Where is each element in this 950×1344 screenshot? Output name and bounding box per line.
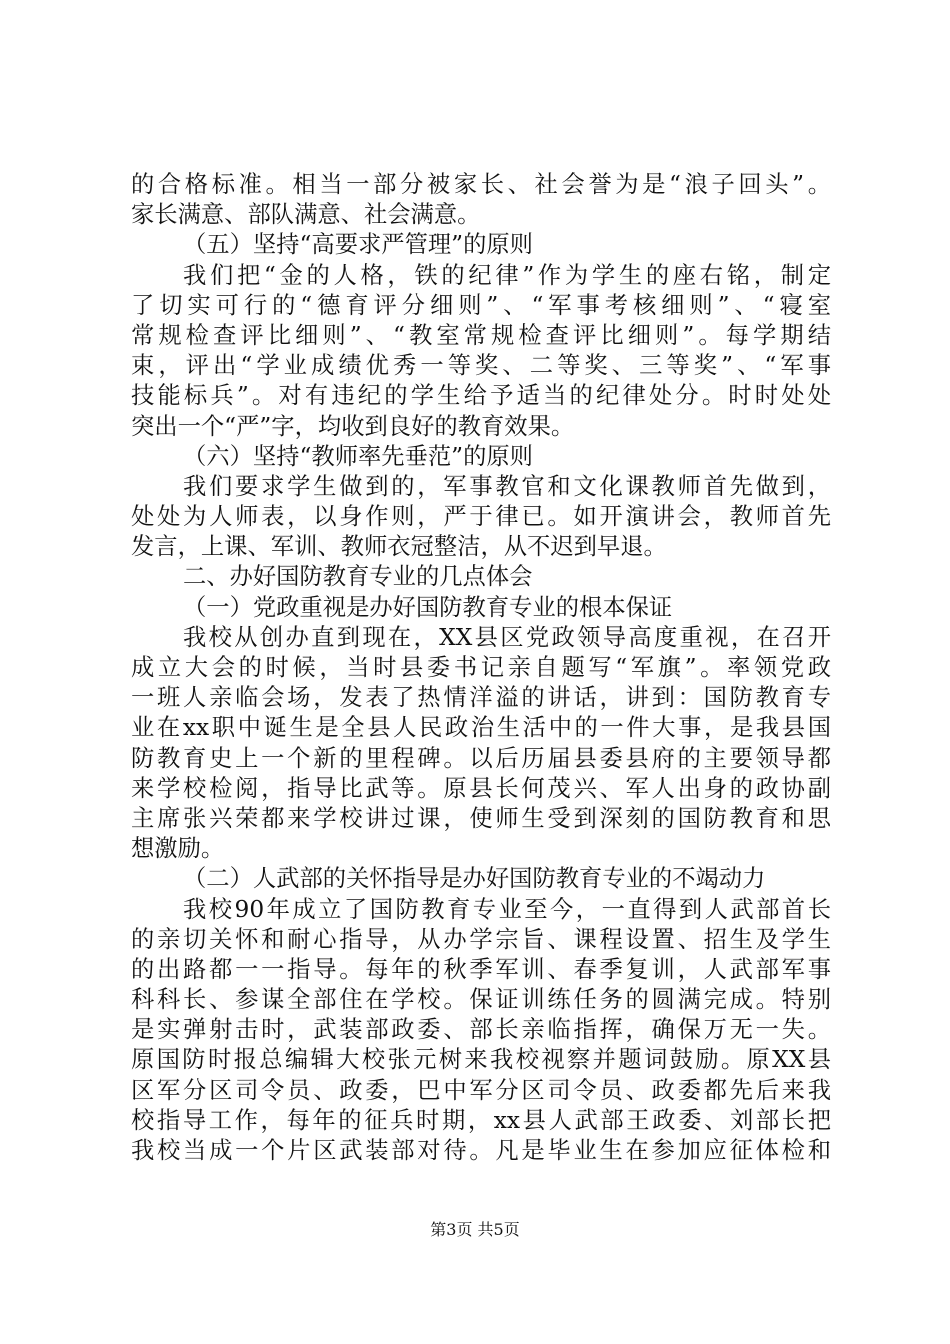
text-line: 发言，上课、军训、教师衣冠整洁，从不迟到早退。 — [131, 533, 667, 561]
text-line: 了切实可行的“德育评分细则”、“军事考核细则”、“寝室 — [131, 291, 831, 319]
text-line: 主席张兴荣都来学校讲过课，使师生受到深刻的国防教育和思 — [131, 804, 831, 832]
page-number: 第3页 共5页 — [430, 1220, 520, 1239]
text-line: 区军分区司令员、政委，巴中军分区司令员、政委都先后来我 — [131, 1076, 831, 1104]
text-line: 业在xx职中诞生是全县人民政治生活中的一件大事，是我县国 — [131, 714, 831, 742]
text-line: （五）坚持“高要求严管理”的原则 — [183, 231, 533, 259]
text-line: 突出一个“严”字，均收到良好的教育效果。 — [131, 412, 575, 440]
text-line: 的合格标准。相当一部分被家长、社会誉为是“浪子回头”。 — [131, 171, 831, 198]
text-line: 技能标兵”。对有违纪的学生给予适当的纪律处分。时时处处 — [131, 382, 831, 410]
text-line: 二、办好国防教育专业的几点体会 — [183, 563, 533, 591]
text-line: 我校当成一个片区武装部对待。凡是毕业生在参加应征体检和 — [131, 1137, 831, 1164]
document-body — [131, 170, 831, 1166]
text-line: 处处为人师表，以身作则，严于律已。如开演讲会，教师首先 — [131, 503, 831, 531]
text-line: 是实弹射击时，武装部政委、部长亲临指挥，确保万无一失。 — [131, 1016, 831, 1044]
text-line: 家长满意、部队满意、社会满意。 — [131, 201, 481, 229]
text-line: （二）人武部的关怀指导是办好国防教育专业的不竭动力 — [183, 865, 766, 893]
text-line: 常规检查评比细则”、“教室常规检查评比细则”。每学期结 — [131, 321, 831, 349]
text-line: 我校从创办直到现在，XX县区党政领导高度重视，在召开 — [183, 623, 831, 651]
text-line: 我们要求学生做到的，军事教官和文化课教师首先做到， — [183, 472, 831, 500]
text-line: 科科长、参谋全部住在学校。保证训练任务的圆满完成。特别 — [131, 986, 831, 1014]
text-line: 我校90年成立了国防教育专业至今，一直得到人武部首长 — [183, 895, 831, 923]
text-line: （一）党政重视是办好国防教育专业的根本保证 — [183, 593, 673, 621]
text-line: 来学校检阅，指导比武等。原县长何茂兴、军人出身的政协副 — [131, 774, 831, 802]
page-footer — [0, 1217, 950, 1240]
text-line: （六）坚持“教师率先垂范”的原则 — [183, 442, 533, 470]
text-line: 防教育史上一个新的里程碑。以后历届县委县府的主要领导都 — [131, 744, 831, 772]
text-line: 一班人亲临会场，发表了热情洋溢的讲话，讲到：国防教育专 — [131, 684, 831, 712]
text-line: 想激励。 — [131, 835, 225, 863]
text-line: 的亲切关怀和耐心指导，从办学宗旨、课程设置、招生及学生 — [131, 925, 831, 953]
text-line: 成立大会的时候，当时县委书记亲自题写“军旗”。率领党政 — [131, 654, 831, 681]
text-line: 束，评出“学业成绩优秀一等奖、二等奖、三等奖”、“军事 — [131, 352, 831, 380]
text-line: 的出路都一一指导。每年的秋季军训、春季复训，人武部军事 — [131, 955, 831, 983]
text-line: 原国防时报总编辑大校张元树来我校视察并题词鼓励。原XX县 — [131, 1046, 831, 1074]
text-line: 校指导工作，每年的征兵时期，xx县人武部王政委、刘部长把 — [131, 1106, 831, 1134]
text-line: 我们把“金的人格，铁的纪律”作为学生的座右铭，制定 — [183, 261, 831, 289]
